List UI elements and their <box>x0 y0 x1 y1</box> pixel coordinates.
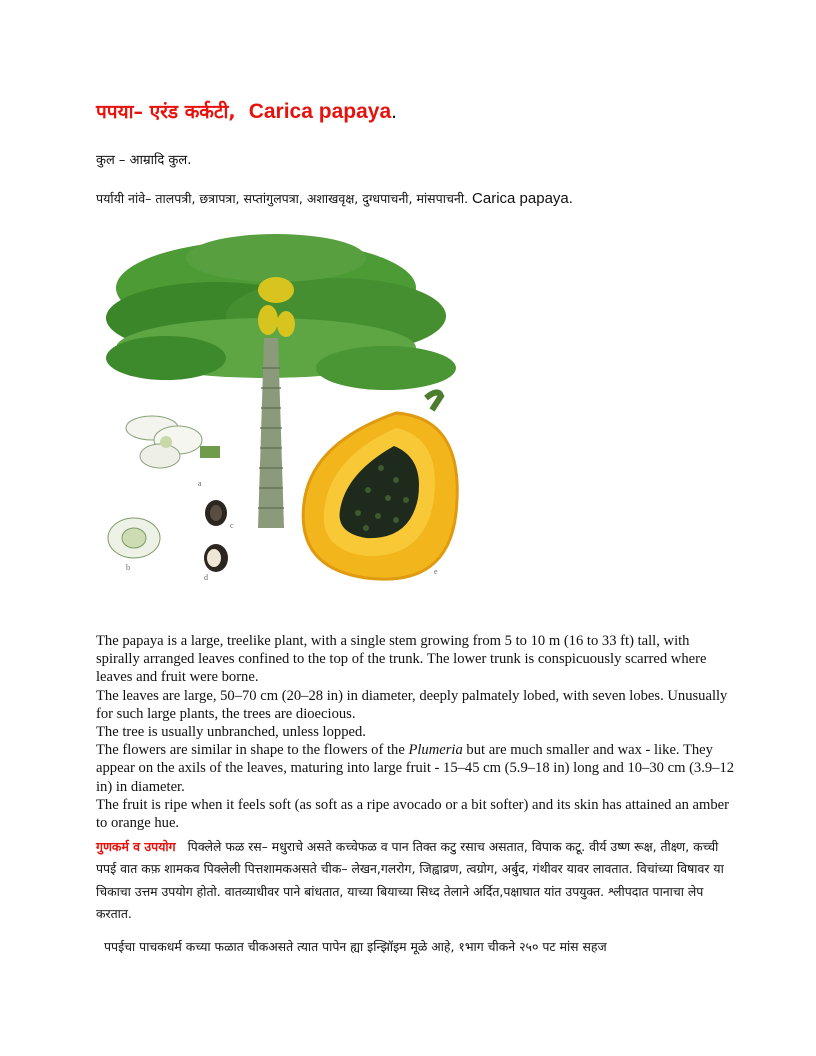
synonyms-text: पर्यायी नांवे– तालपत्री, छत्रापत्रा, सप्तांगुलपत्रा, अशाखवृक्ष, दुग्धपाचनी, मांसपाचनी. <box>96 191 469 206</box>
description-paragraph: The leaves are large, 50–70 cm (20–28 in) in diameter, deeply palmately lobed, with seven lobes. Unusually for such large plants, the trees are dioecious. <box>96 687 728 722</box>
digestive-note: पपईचा पाचकधर्म कच्या फळात चीकअसते त्यात पापेन ह्या इन्झिॉइम मूळे आहे, १भाग चीकने २५० पट मांस सहज <box>104 939 607 954</box>
figure-label-d: d <box>204 573 208 582</box>
flower-cross-section <box>108 518 160 558</box>
figure-label-b: b <box>126 563 130 572</box>
flowers-text-start: The flowers are similar in shape to the flowers of the <box>96 742 409 759</box>
papaya-seeds <box>204 500 228 572</box>
figure-label-c: c <box>230 521 234 530</box>
figure-label-a: a <box>198 479 202 488</box>
synonyms-latin: Carica papaya. <box>472 190 573 207</box>
papaya-flower <box>126 416 220 468</box>
page-title <box>96 98 397 124</box>
description-paragraph: The fruit is ripe when it feels soft (as soft as a ripe avocado or a bit softer) and its skin has attained an amber to orange hue. <box>96 796 730 832</box>
papaya-fruit-half <box>303 392 457 579</box>
papaya-leaves <box>106 234 456 390</box>
properties-section <box>96 836 736 926</box>
title-period: . <box>391 100 397 123</box>
flowers-text-end: but are much smaller and wax - like. They appear on the axils of the leaves, maturing into large fruit - 15–45 cm (5.9–18 in) long and 10–30 cm (3.9–12 in) in diameter. <box>96 742 735 795</box>
title-latin: Carica papaya <box>248 100 392 123</box>
description-paragraph: The tree is usually unbranched, unless lopped. <box>96 724 366 741</box>
family-line: कुल – आम्रादि कुल. <box>96 153 192 168</box>
papaya-botanical-illustration-icon <box>96 228 476 618</box>
english-description <box>96 632 736 832</box>
title-marathi: पपया– एरंड कर्कटी, <box>96 101 236 123</box>
properties-text: पिक्लेले फळ रस– मधुराचे असते कच्चेफळ व पान तिक्त कटु रसाच असतात, विपाक कटू. वीर्य उष्ण रूक्ष, तीक्ष्ण, कच्ची पपई वात कफ़ शामकव पिक्लेली पित्तशामकअसते चीक– लेखन,गलरोग, जिह्वाव्रण, त्वग्रोग, अर्बुद, गंथीवर यावर लावतात. विचांच्या विषावर या चिकाचा उत्तम उपयोग होतो. वातव्याधीवर पाने बांधतात, याच्या बियाच्या सिध्द तेलाने अर्दित,पक्षाघात यांत उपयुक्त. श्लीपदात पानाचा लेप करतात. <box>96 839 724 922</box>
plumeria-italic: Plumeria <box>408 742 463 759</box>
properties-heading: गुणकर्म व उपयोग <box>96 839 176 854</box>
synonyms-line <box>96 190 573 207</box>
figure-label-e: e <box>434 567 438 576</box>
description-paragraph: The papaya is a large, treelike plant, with a single stem growing from 5 to 10 m (16 to 33 ft) tall, with spirally arranged leaves confined to the top of the trunk. The lower trunk is conspicuously scarred where leaves and fruit were borne. <box>96 633 707 686</box>
description-paragraph <box>96 741 736 796</box>
